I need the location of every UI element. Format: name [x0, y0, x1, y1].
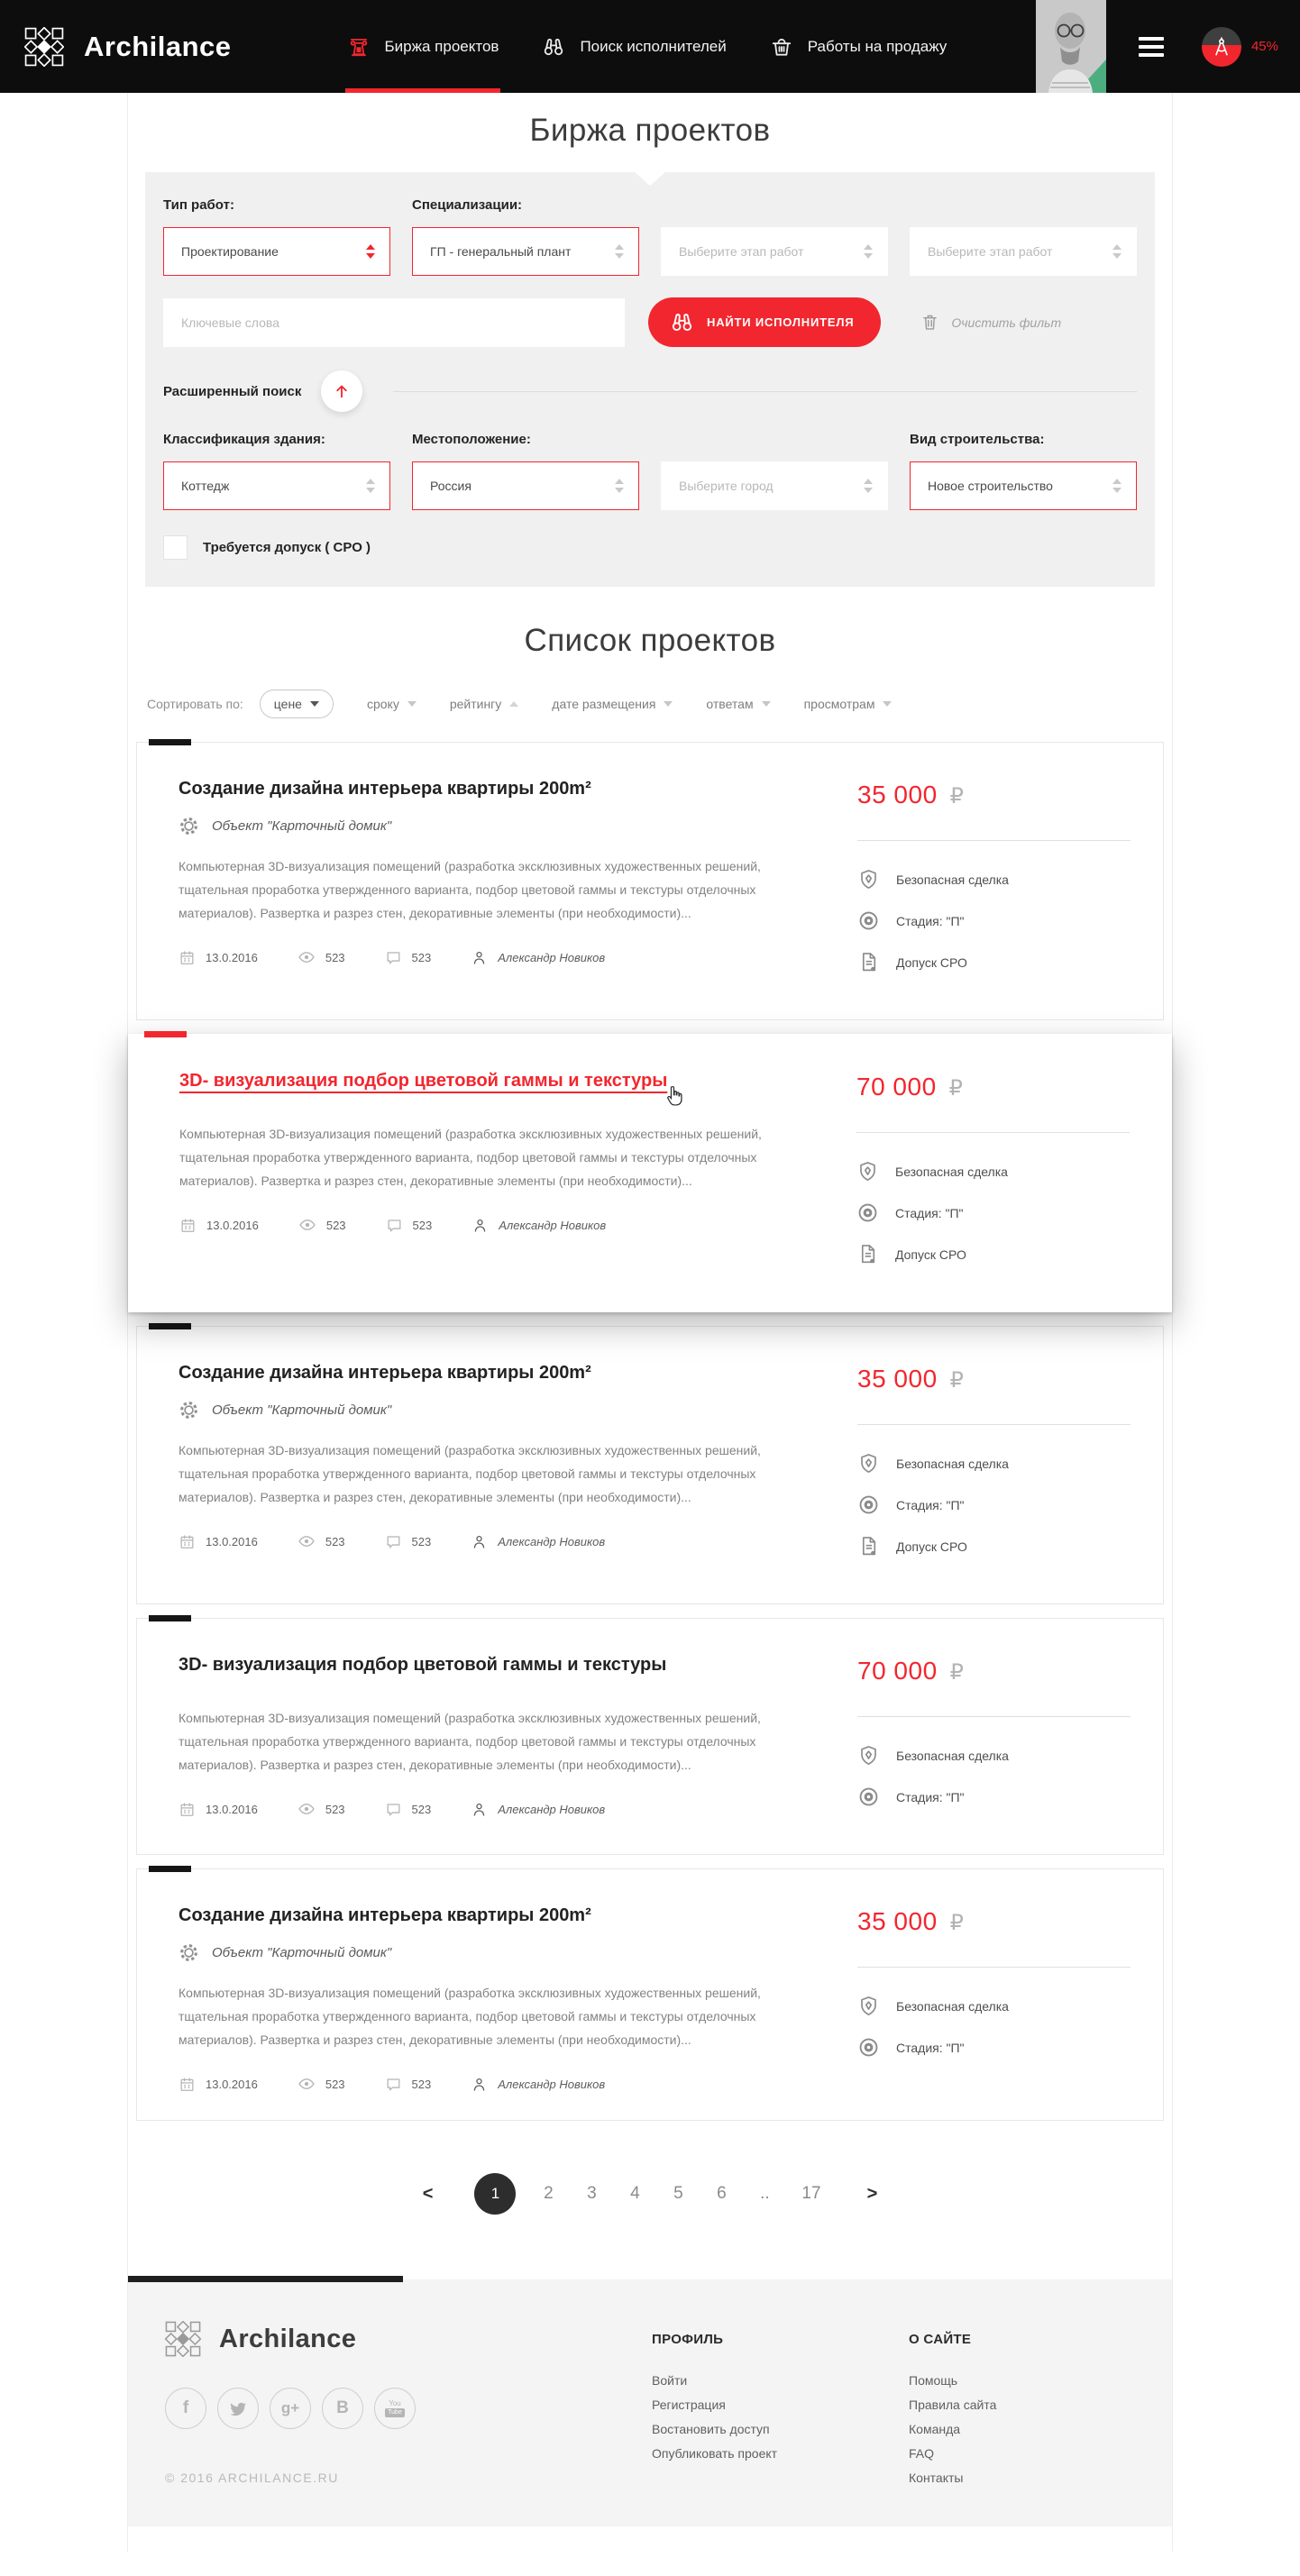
- object-line: Объект "Карточный домик": [179, 1942, 810, 1963]
- find-performer-button[interactable]: НАЙТИ ИСПОЛНИТЕЛЯ: [648, 297, 881, 347]
- comment-icon: [386, 1217, 403, 1234]
- project-title[interactable]: 3D- визуализация подбор цветовой гаммы и текстуры: [179, 1071, 668, 1091]
- main-nav: [345, 0, 989, 93]
- pagination-page-6[interactable]: 6: [717, 2184, 727, 2203]
- chevron-down-icon: [664, 701, 673, 707]
- hand-cursor-icon: [663, 1085, 687, 1110]
- meta-comments: 523: [385, 2076, 432, 2093]
- badge-safe-deal: Безопасная сделка: [857, 1452, 1131, 1475]
- vk-icon[interactable]: B: [322, 2388, 363, 2429]
- menu-burger-icon[interactable]: [1139, 37, 1166, 57]
- divider: [857, 1967, 1131, 1968]
- project-price: 35 000 ₽: [857, 1907, 964, 1935]
- comment-icon: [385, 1533, 402, 1550]
- project-meta: [179, 1216, 810, 1234]
- compass-icon: [1210, 35, 1233, 59]
- person-icon: [471, 1217, 489, 1234]
- card-marker: [149, 1866, 191, 1872]
- chevron-down-icon: [883, 701, 892, 707]
- gear-icon: [179, 816, 199, 836]
- sro-row: [163, 535, 1137, 560]
- select-work-stage-2[interactable]: Выберите этап работ: [910, 227, 1137, 276]
- meta-date: 13.0.2016: [179, 949, 258, 966]
- divider: [857, 840, 1131, 841]
- select-arrows-icon: [864, 244, 873, 259]
- select-building-classification[interactable]: Коттедж: [163, 461, 390, 510]
- footer-link-restore[interactable]: Востановить доступ: [652, 2422, 770, 2436]
- filter-group-classification: [163, 432, 390, 510]
- meta-author: Александр Новиков: [471, 1217, 606, 1234]
- select-arrows-icon: [1112, 244, 1121, 259]
- comment-icon: [385, 949, 402, 966]
- calendar-icon: [179, 1801, 196, 1818]
- divider: [393, 391, 1137, 392]
- project-card[interactable]: [136, 1618, 1164, 1855]
- filter-group-build-type: [910, 432, 1137, 510]
- nav-label: Работы на продажу: [807, 37, 948, 55]
- profile-progress-value: 45%: [1250, 39, 1278, 54]
- card-side: [857, 779, 1131, 992]
- comment-icon: [385, 2076, 402, 2093]
- sro-checkbox[interactable]: [163, 535, 188, 560]
- site-header: [0, 0, 1300, 93]
- person-icon: [471, 1533, 488, 1550]
- sort-label: Сортировать по:: [147, 697, 243, 711]
- chevron-up-icon: [509, 701, 518, 707]
- pagination-prev[interactable]: <: [422, 2183, 434, 2204]
- select-arrows-icon: [366, 479, 375, 493]
- meta-author: Александр Новиков: [471, 949, 605, 966]
- pagination-page-17[interactable]: 17: [801, 2184, 821, 2203]
- footer-profile-column: [652, 2321, 909, 2490]
- basket-icon: [770, 35, 793, 59]
- select-city[interactable]: Выберите город: [661, 461, 888, 510]
- project-description: Компьютерная 3D-визуализация помещений (разработка эксклюзивных художественных решений, тщательная проработка утвержденного варианта, подбор цветовой гаммы и текстуры отделочных материалов). Развертка и разрез стен, декоративные элементы (при необходимости)...: [179, 1443, 761, 1504]
- badge-stage: Стадия: "П": [857, 1786, 1131, 1808]
- footer-brand[interactable]: Archilance: [165, 2321, 416, 2357]
- card-marker: [149, 1615, 191, 1621]
- card-side: [857, 1363, 1131, 1576]
- project-title[interactable]: Создание дизайна интерьера квартиры 200m²: [179, 1905, 591, 1925]
- meta-views: 523: [298, 1800, 345, 1818]
- select-country[interactable]: Россия: [412, 461, 639, 510]
- footer-link-contacts[interactable]: Контакты: [909, 2471, 964, 2485]
- card-side: [857, 1655, 1131, 1827]
- chevron-down-icon: [407, 701, 417, 707]
- calendar-icon: [179, 949, 196, 966]
- brand-name: Archilance: [84, 30, 232, 62]
- filter-group-stage1: [661, 197, 888, 276]
- meta-views: 523: [298, 1532, 345, 1550]
- document-icon: [856, 1243, 879, 1265]
- object-line: Объект "Карточный домик": [179, 1400, 810, 1420]
- shield-icon: [857, 1744, 880, 1767]
- binoculars-icon: [542, 35, 565, 59]
- document-icon: [857, 1535, 880, 1557]
- person-icon: [471, 2076, 488, 2093]
- project-description: Компьютерная 3D-визуализация помещений (разработка эксклюзивных художественных решений, тщательная проработка утвержденного варианта, подбор цветовой гаммы и текстуры отделочных материалов). Развертка и разрез стен, декоративные элементы (при необходимости)...: [179, 1986, 761, 2047]
- badge-stage: Стадия: "П": [856, 1201, 1130, 1224]
- person-icon: [471, 1801, 488, 1818]
- user-avatar[interactable]: [1036, 0, 1106, 93]
- pagination-page-5[interactable]: 5: [673, 2184, 683, 2203]
- card-marker: [149, 1323, 191, 1329]
- profile-progress-badge[interactable]: [1202, 27, 1241, 67]
- project-price: 70 000 ₽: [856, 1073, 963, 1101]
- pagination: [128, 2173, 1172, 2215]
- sort-bar: [145, 690, 1155, 718]
- sort-option-answers[interactable]: ответам: [706, 697, 770, 711]
- sort-option-term[interactable]: сроку: [367, 697, 417, 711]
- footer-profile-title: ПРОФИЛЬ: [652, 2332, 724, 2347]
- project-card[interactable]: [136, 1868, 1164, 2121]
- badge-safe-deal: Безопасная сделка: [857, 1744, 1131, 1767]
- meta-author: Александр Новиков: [471, 1533, 605, 1550]
- meta-comments: 523: [386, 1217, 433, 1234]
- filter-label-type: Тип работ:: [163, 197, 234, 213]
- ruble-sign: ₽: [949, 1910, 964, 1935]
- filter-group-spec: [412, 197, 639, 276]
- binoculars-icon: [670, 310, 694, 334]
- calendar-icon: [179, 1217, 197, 1234]
- pagination-ellipsis: ..: [760, 2184, 770, 2203]
- target-icon: [857, 909, 880, 932]
- ruble-sign: ₽: [949, 1367, 964, 1393]
- keywords-row: [163, 297, 1137, 347]
- footer-brand-block: [165, 2321, 416, 2490]
- project-price: 35 000 ₽: [857, 1365, 964, 1393]
- target-icon: [857, 1786, 880, 1808]
- meta-views: 523: [298, 2075, 345, 2093]
- nav-item-works-for-sale[interactable]: [768, 0, 949, 93]
- badge-list: [857, 1995, 1131, 2059]
- nav-label: Биржа проектов: [384, 37, 499, 55]
- advanced-search-toggle[interactable]: [321, 370, 362, 412]
- pillar-icon: [347, 35, 371, 59]
- meta-author: Александр Новиков: [471, 1801, 605, 1818]
- target-icon: [856, 1201, 879, 1224]
- eye-icon: [298, 1216, 316, 1234]
- card-marker: [144, 1031, 187, 1037]
- meta-views: 523: [298, 948, 345, 966]
- card-marker: [149, 739, 191, 745]
- badge-stage: Стадия: "П": [857, 2036, 1131, 2059]
- footer-link-register[interactable]: Регистрация: [652, 2398, 726, 2412]
- badge-stage: Стадия: "П": [857, 909, 1131, 932]
- project-description: Компьютерная 3D-визуализация помещений (разработка эксклюзивных художественных решений, тщательная проработка утвержденного варианта, подбор цветовой гаммы и текстуры отделочных материалов). Развертка и разрез стен, декоративные элементы (при необходимости)...: [179, 1127, 762, 1188]
- project-card-hovered[interactable]: [128, 1034, 1172, 1312]
- pagination-page-2[interactable]: 2: [544, 2184, 554, 2203]
- eye-icon: [298, 1800, 316, 1818]
- chevron-down-icon: [310, 701, 319, 707]
- divider: [857, 1424, 1131, 1425]
- shield-icon: [857, 1452, 880, 1475]
- select-specialization[interactable]: ГП - генеральный плант: [412, 227, 639, 276]
- object-line: Объект "Карточный домик": [179, 816, 810, 836]
- meta-comments: 523: [385, 949, 432, 966]
- filter-group-location: [412, 432, 639, 510]
- ruble-sign: ₽: [949, 1659, 964, 1685]
- advanced-search-label: Расширенный поиск: [163, 383, 302, 399]
- person-icon: [471, 949, 488, 966]
- nav-item-find-performers[interactable]: [540, 0, 728, 93]
- badge-list: [857, 1744, 1131, 1808]
- comment-icon: [385, 1801, 402, 1818]
- filter-group-type: [163, 197, 390, 276]
- google-plus-icon[interactable]: g+: [270, 2388, 311, 2429]
- ruble-sign: ₽: [949, 783, 964, 808]
- select-arrows-icon: [864, 479, 873, 493]
- shield-icon: [857, 1995, 880, 2017]
- filter-label-spec: Специализации:: [412, 197, 523, 213]
- footer-progress-line: [128, 2276, 403, 2282]
- footer-link-help[interactable]: Помощь: [909, 2373, 958, 2388]
- select-work-stage-1[interactable]: Выберите этап работ: [661, 227, 888, 276]
- pagination-page-1[interactable]: 1: [474, 2173, 516, 2215]
- shield-icon: [856, 1160, 879, 1183]
- filter-group-city: [661, 432, 888, 510]
- footer-link-faq[interactable]: FAQ: [909, 2446, 935, 2461]
- twitter-icon[interactable]: [217, 2388, 259, 2429]
- project-meta: [179, 1532, 810, 1550]
- archilance-logo-icon: [165, 2321, 201, 2357]
- header-right: [1036, 0, 1300, 93]
- project-price: 70 000 ₽: [857, 1657, 964, 1685]
- badge-safe-deal: Безопасная сделка: [856, 1160, 1130, 1183]
- project-description: Компьютерная 3D-визуализация помещений (разработка эксклюзивных художественных решений, тщательная проработка утвержденного варианта, подбор цветовой гаммы и текстуры отделочных материалов). Развертка и разрез стен, декоративные элементы (при необходимости)...: [179, 859, 761, 920]
- archilance-logo-icon: [24, 27, 64, 67]
- sort-option-price[interactable]: цене: [260, 690, 334, 718]
- meta-views: 523: [298, 1216, 346, 1234]
- badge-list: [856, 1160, 1130, 1265]
- sort-option-views[interactable]: просмотрам: [804, 697, 893, 711]
- select-arrows-icon: [615, 244, 624, 259]
- footer-link-login[interactable]: Войти: [652, 2373, 688, 2388]
- eye-icon: [298, 2075, 316, 2093]
- project-meta: [179, 1800, 810, 1818]
- sro-checkbox-label: Требуется допуск ( СРО ): [203, 540, 371, 555]
- list-title: Список проектов: [524, 623, 776, 658]
- footer-about-column: [909, 2321, 1131, 2490]
- select-construction-type[interactable]: Новое строительство: [910, 461, 1137, 510]
- meta-date: 13.0.2016: [179, 1217, 259, 1234]
- meta-comments: 523: [385, 1533, 432, 1550]
- meta-date: 13.0.2016: [179, 2076, 258, 2093]
- badge-sro: Допуск СРО: [857, 951, 1131, 973]
- project-card[interactable]: [136, 742, 1164, 1020]
- project-meta: [179, 2075, 810, 2093]
- badge-safe-deal: Безопасная сделка: [857, 868, 1131, 891]
- pagination-next[interactable]: >: [866, 2183, 878, 2204]
- gear-icon: [179, 1400, 199, 1420]
- footer-link-rules[interactable]: Правила сайта: [909, 2398, 997, 2412]
- site-footer: [128, 2279, 1172, 2526]
- facebook-icon[interactable]: f: [165, 2388, 206, 2429]
- project-description: Компьютерная 3D-визуализация помещений (разработка эксклюзивных художественных решений, тщательная проработка утвержденного варианта, подбор цветовой гаммы и текстуры отделочных материалов). Развертка и разрез стен, декоративные элементы (при необходимости)...: [179, 1711, 761, 1772]
- eye-icon: [298, 948, 316, 966]
- select-work-type[interactable]: Проектирование: [163, 227, 390, 276]
- divider: [857, 1716, 1131, 1717]
- brand-logo[interactable]: [24, 27, 232, 67]
- card-side: [857, 1905, 1131, 2093]
- filter-label-location: Местоположение:: [412, 432, 531, 447]
- target-icon: [857, 2036, 880, 2059]
- nav-label: Поиск исполнителей: [580, 37, 727, 55]
- calendar-icon: [179, 2076, 196, 2093]
- page-shell: [127, 93, 1173, 2552]
- filter-label-build-type: Вид строительства:: [910, 432, 1045, 447]
- shield-icon: [857, 868, 880, 891]
- footer-about-title: О САЙТЕ: [909, 2332, 972, 2347]
- filter-panel: [145, 172, 1155, 587]
- keywords-input[interactable]: [163, 298, 625, 347]
- advanced-search-row: [163, 370, 1137, 412]
- eye-icon: [298, 1532, 316, 1550]
- meta-comments: 523: [385, 1801, 432, 1818]
- select-arrows-icon: [1112, 479, 1121, 493]
- calendar-icon: [179, 1533, 196, 1550]
- youtube-icon[interactable]: You Tube: [374, 2388, 416, 2429]
- social-links: [165, 2388, 416, 2429]
- project-meta: [179, 948, 810, 966]
- project-title[interactable]: 3D- визуализация подбор цветовой гаммы и текстуры: [179, 1655, 667, 1675]
- target-icon: [857, 1494, 880, 1516]
- arrow-up-icon: [332, 381, 352, 401]
- badge-sro: Допуск СРО: [857, 1535, 1131, 1557]
- document-icon: [857, 951, 880, 973]
- select-arrows-icon: [366, 244, 375, 259]
- page-title: Биржа проектов: [529, 113, 771, 148]
- project-title[interactable]: Создание дизайна интерьера квартиры 200m²: [179, 1363, 591, 1383]
- trash-icon: [920, 313, 939, 332]
- badge-list: [857, 868, 1131, 973]
- pagination-page-4[interactable]: 4: [630, 2184, 640, 2203]
- project-price: 35 000 ₽: [857, 781, 964, 808]
- select-arrows-icon: [615, 479, 624, 493]
- project-title[interactable]: Создание дизайна интерьера квартиры 200m²: [179, 779, 591, 799]
- gear-icon: [179, 1942, 199, 1963]
- badge-safe-deal: Безопасная сделка: [857, 1995, 1131, 2017]
- footer-link-team[interactable]: Команда: [909, 2422, 961, 2436]
- project-card[interactable]: [136, 1326, 1164, 1604]
- copyright: © 2016 ARCHILANCE.RU: [165, 2471, 339, 2485]
- pagination-page-3[interactable]: 3: [587, 2184, 597, 2203]
- divider: [856, 1132, 1130, 1133]
- badge-list: [857, 1452, 1131, 1557]
- sort-option-date[interactable]: дате размещения: [552, 697, 673, 711]
- badge-stage: Стадия: "П": [857, 1494, 1131, 1516]
- clear-filter-button[interactable]: Очистить фильт: [920, 313, 1061, 332]
- chevron-down-icon: [762, 701, 771, 707]
- sort-option-rating[interactable]: рейтингу: [450, 697, 518, 711]
- badge-sro: Допуск СРО: [856, 1243, 1130, 1265]
- nav-item-projects-exchange[interactable]: [345, 0, 501, 93]
- filter-label-classification: Классификация здания:: [163, 432, 325, 447]
- ruble-sign: ₽: [948, 1075, 963, 1101]
- meta-date: 13.0.2016: [179, 1533, 258, 1550]
- footer-link-publish[interactable]: Опубликовать проект: [652, 2446, 778, 2461]
- meta-date: 13.0.2016: [179, 1801, 258, 1818]
- meta-author: Александр Новиков: [471, 2076, 605, 2093]
- card-side: [856, 1071, 1130, 1284]
- filter-group-stage2: [910, 197, 1137, 276]
